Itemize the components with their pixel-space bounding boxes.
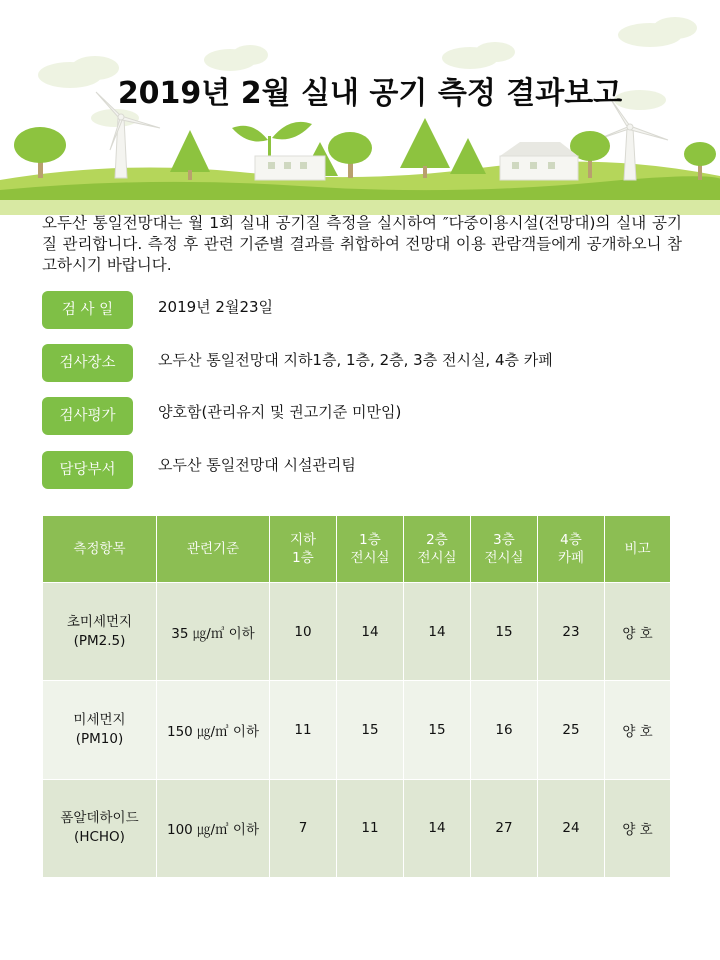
cell-value: 14 xyxy=(337,583,404,681)
table-row xyxy=(43,583,671,681)
header-standard: 관련기준 xyxy=(157,516,270,583)
table-row xyxy=(43,779,671,877)
cell-item: 초미세먼지 (PM2.5) xyxy=(43,583,157,681)
cell-value: 14 xyxy=(404,583,471,681)
info-value: 2019년 2월23일 xyxy=(158,298,274,316)
cell-value: 24 xyxy=(538,779,605,877)
cell-value: 10 xyxy=(270,583,337,681)
info-label: 담당부서 xyxy=(42,451,133,489)
table-header-row xyxy=(43,516,671,583)
cell-standard: 35 ㎍/㎥ 이하 xyxy=(157,583,270,681)
info-label: 검 사 일 xyxy=(42,291,133,329)
header-item: 측정항목 xyxy=(43,516,157,583)
info-value: 양호함(관리유지 및 권고기준 미만임) xyxy=(158,403,402,421)
info-value: 오두산 통일전망대 지하1층, 1층, 2층, 3층 전시실, 4층 카페 xyxy=(158,351,553,369)
cell-value: 15 xyxy=(471,583,538,681)
cell-value: 27 xyxy=(471,779,538,877)
cell-value: 7 xyxy=(270,779,337,877)
page-title: 2019년 2월 실내 공기 측정 결과보고 xyxy=(117,76,623,111)
info-label: 검사평가 xyxy=(42,397,133,435)
cell-value: 15 xyxy=(337,681,404,779)
cell-note: 양 호 xyxy=(605,779,671,877)
cell-note: 양 호 xyxy=(605,681,671,779)
cell-standard: 100 ㎍/㎥ 이하 xyxy=(157,779,270,877)
cell-item: 미세먼지 (PM10) xyxy=(43,681,157,779)
cell-value: 14 xyxy=(404,779,471,877)
cell-standard: 150 ㎍/㎥ 이하 xyxy=(157,681,270,779)
measurement-table xyxy=(42,515,671,878)
header-2f-exhibit: 2층 전시실 xyxy=(404,516,471,583)
cell-value: 11 xyxy=(337,779,404,877)
cell-value: 11 xyxy=(270,681,337,779)
sprout-icon xyxy=(232,122,312,156)
info-label: 검사장소 xyxy=(42,344,133,382)
cell-note: 양 호 xyxy=(605,583,671,681)
info-value: 오두산 통일전망대 시설관리팀 xyxy=(158,456,356,474)
header-basement-1f: 지하 1층 xyxy=(270,516,337,583)
table-row xyxy=(43,681,671,779)
intro-paragraph: 오두산 통일전망대는 월 1회 실내 공기질 측정을 실시하여 ″다중이용시설(전망대)의 실내 공기질 관리합니다. 측정 후 관련 기준별 결과를 취합하여 전망대 이용 관람객들에게 공개하오니 참고하시기 바랍니다. xyxy=(42,214,682,274)
cell-value: 23 xyxy=(538,583,605,681)
header-1f-exhibit: 1층 전시실 xyxy=(337,516,404,583)
cell-item: 폼알데하이드 (HCHO) xyxy=(43,779,157,877)
cell-value: 16 xyxy=(471,681,538,779)
cell-value: 25 xyxy=(538,681,605,779)
header-3f-exhibit: 3층 전시실 xyxy=(471,516,538,583)
header-note: 비고 xyxy=(605,516,671,583)
header-4f-cafe: 4층 카페 xyxy=(538,516,605,583)
cell-value: 15 xyxy=(404,681,471,779)
